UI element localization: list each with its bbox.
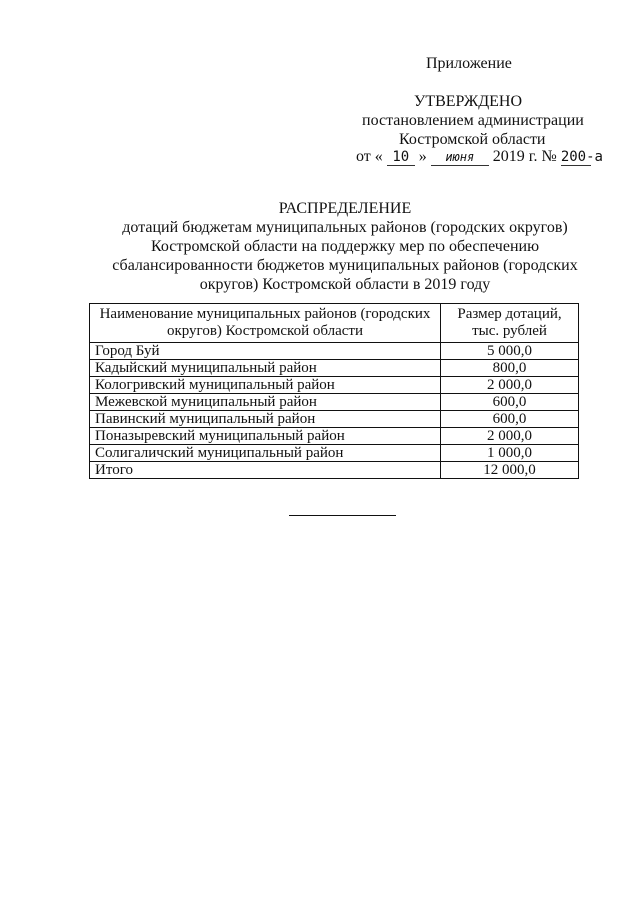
date-mid: »: [418, 148, 427, 165]
column-header-amount: Размер дотаций, тыс. рублей: [441, 304, 579, 343]
approved-by-text: постановлением администрации: [362, 112, 584, 129]
table-row: [90, 411, 579, 428]
subsidy-amount: 600,0: [441, 394, 579, 411]
document-end-divider: [289, 515, 396, 516]
district-name: Кадыйский муниципальный район: [90, 360, 441, 377]
subsidy-amount: 1 000,0: [441, 445, 579, 462]
approved-stamp-label: УТВЕРЖДЕНО: [414, 93, 523, 110]
subsidy-amount: 2 000,0: [441, 428, 579, 445]
table-header-row: [90, 304, 579, 343]
table-row: [90, 377, 579, 394]
column-header-name: Наименование муниципальных районов (городских округов) Костромской области: [90, 304, 441, 343]
district-name: Павинский муниципальный район: [90, 411, 441, 428]
table-row: [90, 428, 579, 445]
subsidy-amount: 2 000,0: [441, 377, 579, 394]
subsidy-amount: 600,0: [441, 411, 579, 428]
document-subtitle: [110, 218, 580, 294]
decree-number-handwritten: 200-а: [560, 149, 603, 165]
district-name: Кологривский муниципальный район: [90, 377, 441, 394]
table-row: [90, 394, 579, 411]
table-row: [90, 360, 579, 377]
document-title: РАСПРЕДЕЛЕНИЕ: [278, 200, 412, 217]
subtitle-line-3: сбалансированности бюджетов муниципальных районов (городских: [112, 257, 578, 274]
subtitle-line-4: округов) Костромской области в 2019 году: [199, 276, 491, 293]
district-name: Поназыревский муниципальный район: [90, 428, 441, 445]
table-row: [90, 343, 579, 360]
date-day-handwritten: 10: [387, 149, 415, 166]
district-name: Солигаличский муниципальный район: [90, 445, 441, 462]
subtitle-line-1: дотаций бюджетам муниципальных районов (городских округов): [122, 219, 568, 236]
document-title-block: [110, 199, 580, 294]
appendix-label: Приложение: [426, 55, 512, 72]
table-row: [90, 445, 579, 462]
district-name: Город Буй: [90, 343, 441, 360]
date-month-handwritten: июня: [431, 149, 489, 166]
subsidy-table: [89, 303, 579, 479]
approved-region-text: Костромской области: [399, 131, 546, 148]
date-year: 2019 г. №: [492, 148, 557, 165]
total-label: Итого: [90, 462, 441, 479]
date-prefix: от «: [356, 148, 383, 165]
subsidy-amount: 800,0: [441, 360, 579, 377]
subtitle-line-2: Костромской области на поддержку мер по обеспечению: [150, 238, 540, 255]
table-total-row: [90, 462, 579, 479]
decree-date-line: [356, 148, 603, 166]
district-name: Межевской муниципальный район: [90, 394, 441, 411]
total-amount: 12 000,0: [441, 462, 579, 479]
subsidy-amount: 5 000,0: [441, 343, 579, 360]
